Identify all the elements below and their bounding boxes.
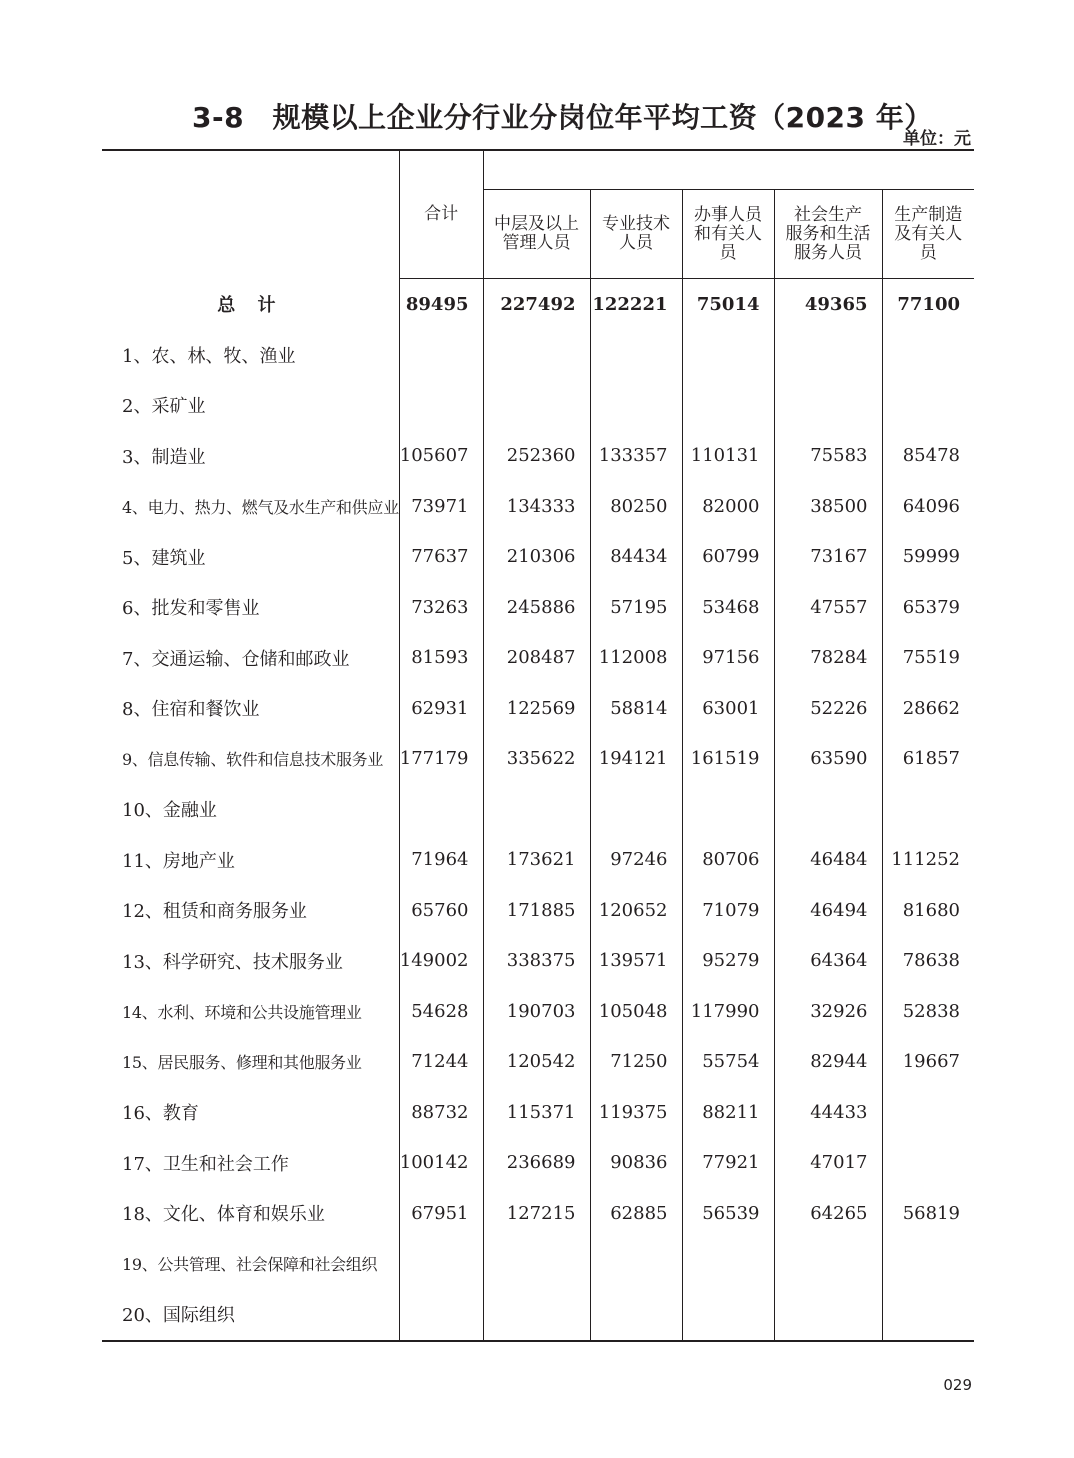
cell-value: 75583 [774,431,882,482]
cell-value: 173621 [483,835,590,886]
cell-value: 105048 [590,986,682,1037]
cell-value: 100142 [399,1138,483,1189]
cell-value [682,1289,774,1341]
cell-value [774,1239,882,1290]
cell-value [590,1239,682,1290]
cell-value: 73167 [774,532,882,583]
cell-value: 105607 [399,431,483,482]
cell-value [882,1087,974,1138]
cell-value: 58814 [590,683,682,734]
cell-value [682,784,774,835]
cell-value: 88211 [682,1087,774,1138]
cell-value [882,1289,974,1341]
cell-value: 71250 [590,1037,682,1088]
cell-value: 227492 [483,279,590,330]
page-number: 029 [943,1376,972,1394]
cell-value: 44433 [774,1087,882,1138]
cell-value: 38500 [774,481,882,532]
table-row [102,835,974,886]
row-label: 7、交通运输、仓储和邮政业 [122,648,350,670]
cell-value: 85478 [882,431,974,482]
cell-value: 119375 [590,1087,682,1138]
cell-value: 117990 [682,986,774,1037]
row-label: 14、水利、环境和公共设施管理业 [122,1002,362,1022]
cell-value: 84434 [590,532,682,583]
row-label: 10、金融业 [122,800,217,822]
cell-value: 177179 [399,734,483,785]
cell-value: 19667 [882,1037,974,1088]
cell-value: 82944 [774,1037,882,1088]
cell-value: 49365 [774,279,882,330]
cell-value: 90836 [590,1138,682,1189]
cell-value: 77100 [882,279,974,330]
cell-value: 120652 [590,885,682,936]
cell-value [882,380,974,431]
cell-value: 52226 [774,683,882,734]
cell-value: 95279 [682,936,774,987]
table-row [102,885,974,936]
table-row [102,380,974,431]
cell-value: 32926 [774,986,882,1037]
table-row [102,784,974,835]
cell-value: 97246 [590,835,682,886]
cell-value: 64364 [774,936,882,987]
row-label: 3、制造业 [122,446,206,468]
table-row [102,986,974,1037]
table-row [102,683,974,734]
table-row [102,1239,974,1290]
cell-value [590,330,682,381]
cell-value: 171885 [483,885,590,936]
table-body [102,279,974,1341]
cell-value: 71079 [682,885,774,936]
cell-value: 64265 [774,1188,882,1239]
table-row [102,1087,974,1138]
cell-value: 81593 [399,633,483,684]
cell-value: 59999 [882,532,974,583]
cell-value [882,1239,974,1290]
header-total [399,150,483,279]
cell-value: 28662 [882,683,974,734]
table-row [102,532,974,583]
cell-value [682,380,774,431]
cell-value: 75014 [682,279,774,330]
cell-value [590,1289,682,1341]
cell-value [682,1239,774,1290]
cell-value: 65379 [882,582,974,633]
wage-table [102,149,974,1342]
cell-value: 71244 [399,1037,483,1088]
cell-value: 54628 [399,986,483,1037]
cell-value: 47017 [774,1138,882,1189]
header-total-label: 合计 [424,204,459,224]
table-row [102,633,974,684]
cell-value: 190703 [483,986,590,1037]
cell-value: 62885 [590,1188,682,1239]
cell-value: 210306 [483,532,590,583]
cell-value: 139571 [590,936,682,987]
cell-value [483,380,590,431]
cell-value: 55754 [682,1037,774,1088]
cell-value: 97156 [682,633,774,684]
row-label: 12、租赁和商务服务业 [122,901,307,923]
row-label: 16、教育 [122,1103,199,1125]
cell-value: 73263 [399,582,483,633]
cell-value: 115371 [483,1087,590,1138]
cell-value: 122221 [590,279,682,330]
unit-label: 单位：元 [903,129,971,149]
cell-value [399,380,483,431]
cell-value: 60799 [682,532,774,583]
cell-value: 46484 [774,835,882,886]
cell-value: 75519 [882,633,974,684]
cell-value [682,330,774,381]
row-label: 18、文化、体育和娱乐业 [122,1204,325,1226]
cell-value [399,784,483,835]
cell-value: 127215 [483,1188,590,1239]
cell-value: 78638 [882,936,974,987]
header-industry-cell [102,150,399,279]
cell-value: 335622 [483,734,590,785]
row-label: 1、农、林、牧、渔业 [122,345,296,367]
cell-value: 161519 [682,734,774,785]
cell-value: 194121 [590,734,682,785]
cell-value: 77921 [682,1138,774,1189]
table-title: 3-8 规模以上企业分行业分岗位年平均工资（2023 年） [192,101,933,134]
cell-value [774,1289,882,1341]
row-label: 总 计 [217,295,284,316]
cell-value: 112008 [590,633,682,684]
row-label: 5、建筑业 [122,547,206,569]
table-row [102,481,974,532]
cell-value: 236689 [483,1138,590,1189]
row-label: 2、采矿业 [122,396,206,418]
cell-value: 65760 [399,885,483,936]
row-label: 6、批发和零售业 [122,598,260,620]
cell-value [774,330,882,381]
cell-value: 208487 [483,633,590,684]
header-management: 中层及以上 管理人员 [483,190,590,279]
row-label: 8、住宿和餐饮业 [122,699,260,721]
table-row [102,1138,974,1189]
header-production: 生产制造 及有关人 员 [882,190,974,279]
cell-value [882,330,974,381]
cell-value: 252360 [483,431,590,482]
cell-value: 89495 [399,279,483,330]
cell-value: 110131 [682,431,774,482]
cell-value: 78284 [774,633,882,684]
row-label: 17、卫生和社会工作 [122,1153,289,1175]
cell-value: 52838 [882,986,974,1037]
cell-value: 88732 [399,1087,483,1138]
row-label: 13、科学研究、技术服务业 [122,951,343,973]
row-label: 20、国际组织 [122,1305,235,1327]
cell-value: 134333 [483,481,590,532]
table-row [102,1289,974,1341]
cell-value: 120542 [483,1037,590,1088]
cell-value: 56819 [882,1188,974,1239]
cell-value [774,380,882,431]
cell-value [399,1239,483,1290]
cell-value [882,784,974,835]
cell-value [590,380,682,431]
cell-value: 53468 [682,582,774,633]
cell-value [483,1289,590,1341]
row-label: 11、房地产业 [122,850,235,872]
row-label: 19、公共管理、社会保障和社会组织 [122,1255,378,1275]
cell-value: 57195 [590,582,682,633]
table-row [102,582,974,633]
table-row [102,936,974,987]
row-label: 15、居民服务、修理和其他服务业 [122,1053,362,1073]
table-row-total [102,279,974,330]
cell-value: 64096 [882,481,974,532]
cell-value [483,330,590,381]
cell-value: 73971 [399,481,483,532]
cell-value [882,1138,974,1189]
cell-value: 81680 [882,885,974,936]
header-clerical: 办事人员 和有关人 员 [682,190,774,279]
cell-value: 338375 [483,936,590,987]
table-row [102,330,974,381]
cell-value: 47557 [774,582,882,633]
table-row [102,734,974,785]
header-service: 社会生产 服务和生活 服务人员 [774,190,882,279]
cell-value: 245886 [483,582,590,633]
cell-value: 63590 [774,734,882,785]
table-row [102,1037,974,1088]
cell-value: 63001 [682,683,774,734]
row-label: 4、电力、热力、燃气及水生产和供应业 [122,497,399,517]
cell-value: 67951 [399,1188,483,1239]
cell-value: 62931 [399,683,483,734]
cell-value [774,784,882,835]
cell-value: 133357 [590,431,682,482]
cell-value [399,1289,483,1341]
table-row [102,431,974,482]
cell-value [590,784,682,835]
cell-value: 71964 [399,835,483,886]
cell-value [483,784,590,835]
cell-value: 82000 [682,481,774,532]
cell-value: 80706 [682,835,774,886]
row-label: 9、信息传输、软件和信息技术服务业 [122,750,384,770]
cell-value: 61857 [882,734,974,785]
header-technical: 专业技术 人员 [590,190,682,279]
cell-value: 46494 [774,885,882,936]
cell-value: 111252 [882,835,974,886]
cell-value [483,1239,590,1290]
cell-value [399,330,483,381]
cell-value: 77637 [399,532,483,583]
cell-value: 80250 [590,481,682,532]
cell-value: 149002 [399,936,483,987]
cell-value: 122569 [483,683,590,734]
table-row [102,1188,974,1239]
cell-value: 56539 [682,1188,774,1239]
